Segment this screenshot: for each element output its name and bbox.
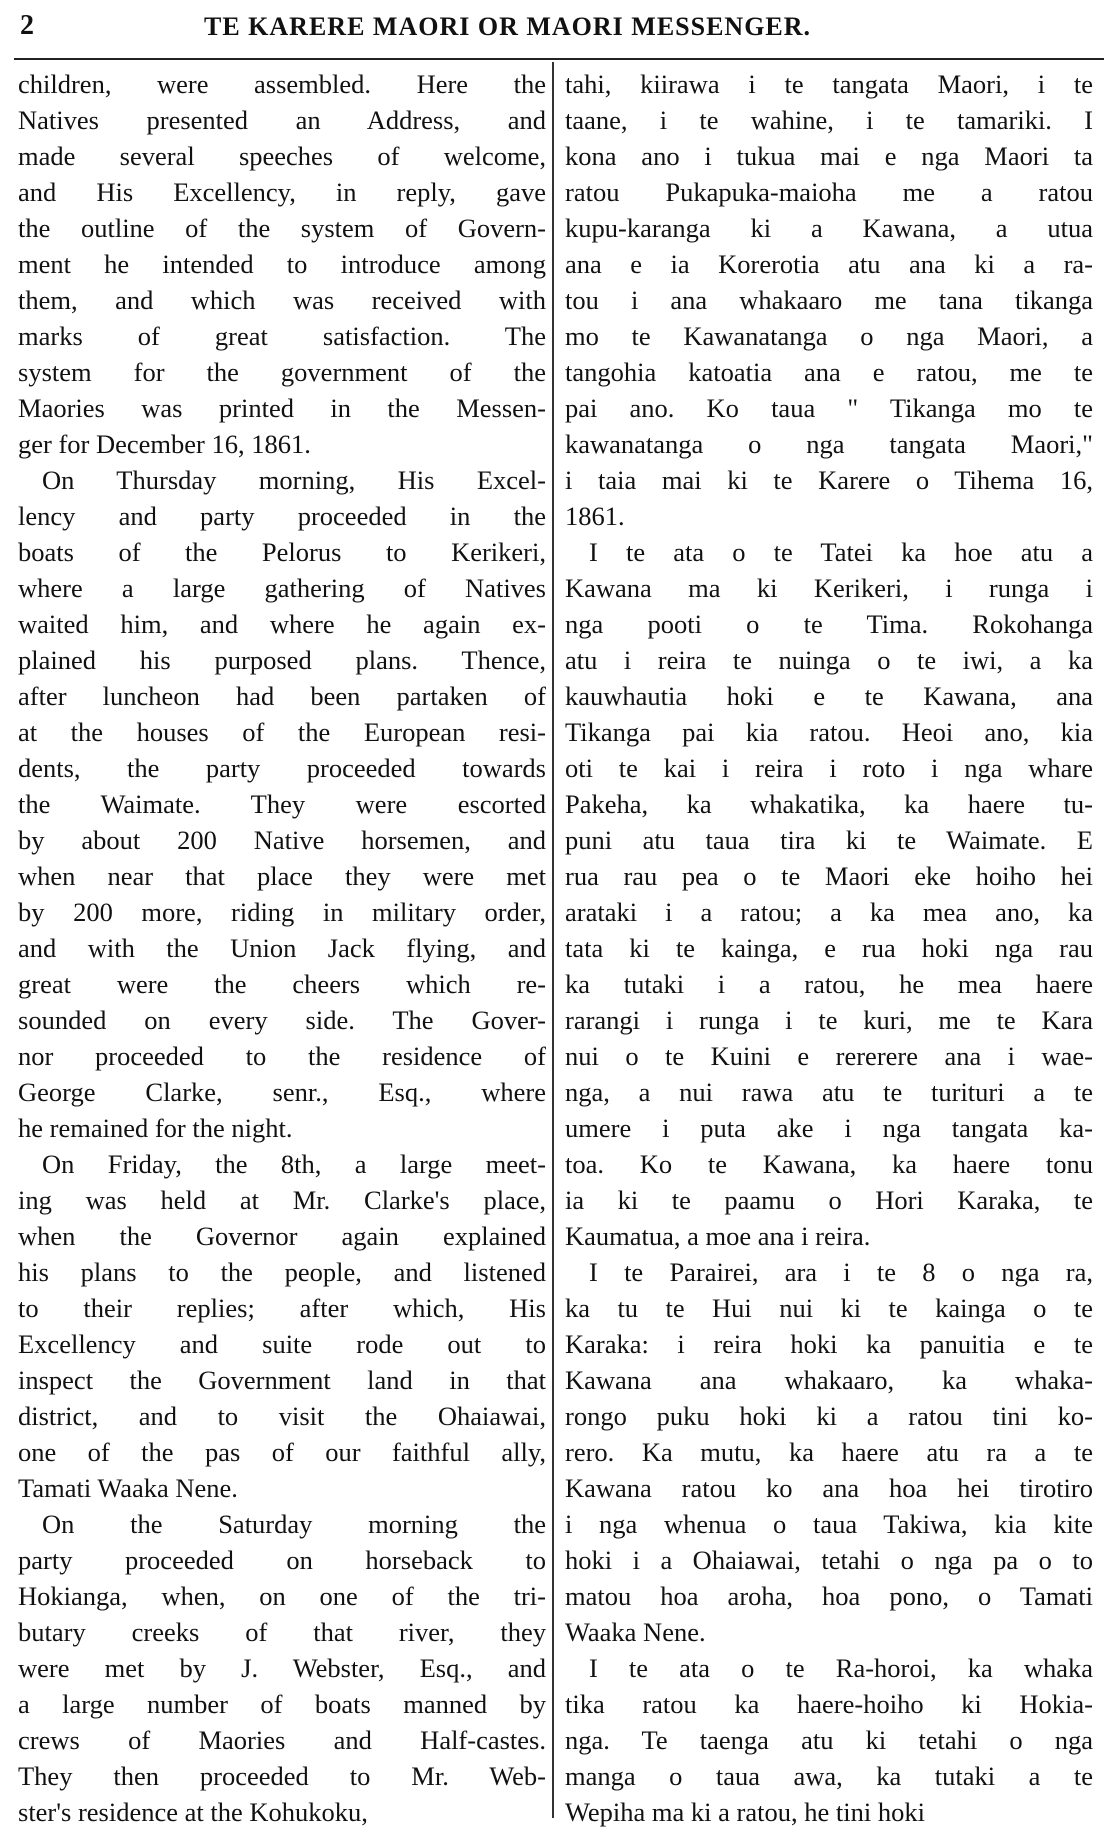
english-column-text-line: Excellency and suite rode out to: [18, 1329, 546, 1359]
maori-column-text-line: ratou Pukapuka-maioha me a ratou: [565, 177, 1093, 207]
maori-column-text-line: oti te kai i reira i roto i nga whare: [565, 753, 1093, 783]
maori-column-text-line: rero. Ka mutu, ka haere atu ra a te: [565, 1437, 1093, 1467]
english-column-text-line: On the Saturday morning the: [42, 1509, 546, 1539]
english-column-text-line: inspect the Government land in that: [18, 1365, 546, 1395]
maori-column-text-line: manga o taua awa, ka tutaki a te: [565, 1761, 1093, 1791]
english-column-text-line: ment he intended to introduce among: [18, 249, 546, 279]
english-column-text-line: party proceeded on horseback to: [18, 1545, 546, 1575]
english-column-text-line: ing was held at Mr. Clarke's place,: [18, 1185, 546, 1215]
maori-column-text-line: ka tu te Hui nui ki te kainga o te: [565, 1293, 1093, 1323]
english-column: [18, 66, 546, 1830]
english-column-text-line: to their replies; after which, His: [18, 1293, 546, 1323]
english-column-text-line: made several speeches of welcome,: [18, 141, 546, 171]
english-column-text-line: the outline of the system of Govern-: [18, 213, 546, 243]
maori-column-text-line: rua rau pea o te Maori eke hoiho hei: [565, 861, 1093, 891]
maori-column-text-line: umere i puta ake i nga tangata ka-: [565, 1113, 1093, 1143]
english-column-text-line: where a large gathering of Natives: [18, 573, 546, 603]
maori-column-text-line: i nga whenua o taua Takiwa, kia kite: [565, 1509, 1093, 1539]
maori-column-text-line: nga. Te taenga atu ki tetahi o nga: [565, 1725, 1093, 1755]
maori-column-text-line: i taia mai ki te Karere o Tihema 16,: [565, 465, 1093, 495]
english-column-text-line: when the Governor again explained: [18, 1221, 546, 1251]
maori-column-text-line: puni atu taua tira ki te Waimate. E: [565, 825, 1093, 855]
maori-column-text-line: rongo puku hoki ki a ratou tini ko-: [565, 1401, 1093, 1431]
maori-column-text-line: tangohia katoatia ana e ratou, me te: [565, 357, 1093, 387]
maori-column-text-line: atu i reira te nuinga o te iwi, a ka: [565, 645, 1093, 675]
english-column-text-line: and His Excellency, in reply, gave: [18, 177, 546, 207]
maori-column-text-line: Karaka: i reira hoki ka panuitia e te: [565, 1329, 1093, 1359]
english-column-text-line: lency and party proceeded in the: [18, 501, 546, 531]
english-column-text-line: Natives presented an Address, and: [18, 105, 546, 135]
maori-column-text-line: Kawana ma ki Kerikeri, i runga i: [565, 573, 1093, 603]
maori-column-text-line: Tikanga pai kia ratou. Heoi ano, kia: [565, 717, 1093, 747]
english-column-text-line: dents, the party proceeded towards: [18, 753, 546, 783]
maori-column-text-line: hoki i a Ohaiawai, tetahi o nga pa o to: [565, 1545, 1093, 1575]
english-column-text-line: he remained for the night.: [18, 1113, 293, 1143]
maori-column-text-line: pai ano. Ko taua " Tikanga mo te: [565, 393, 1093, 423]
maori-column-text-line: Wepiha ma ki a ratou, he tini hoki: [565, 1797, 925, 1827]
column-divider: [552, 62, 554, 1818]
maori-column-text-line: kupu-karanga ki a Kawana, a utua: [565, 213, 1093, 243]
english-column-text-line: nor proceeded to the residence of: [18, 1041, 546, 1071]
english-column-text-line: at the houses of the European resi-: [18, 717, 546, 747]
maori-column-text-line: ana e ia Korerotia atu ana ki a ra-: [565, 249, 1093, 279]
english-column-text-line: butary creeks of that river, they: [18, 1617, 546, 1647]
english-column-text-line: George Clarke, senr., Esq., where: [18, 1077, 546, 1107]
english-column-text-line: after luncheon had been partaken of: [18, 681, 546, 711]
maori-column-text-line: ka tutaki i a ratou, he mea haere: [565, 969, 1093, 999]
english-column-text-line: On Thursday morning, His Excel-: [42, 465, 546, 495]
english-column-text-line: crews of Maories and Half-castes.: [18, 1725, 546, 1755]
maori-column-text-line: tou i ana whakaaro me tana tikanga: [565, 285, 1093, 315]
maori-column-text-line: rarangi i runga i te kuri, me te Kara: [565, 1005, 1093, 1035]
maori-column-text-line: kawanatanga o nga tangata Maori,": [565, 429, 1093, 459]
english-column-text-line: ger for December 16, 1861.: [18, 429, 311, 459]
page-header: [14, 6, 1104, 52]
header-rule: [14, 58, 1104, 60]
maori-column-text-line: Waaka Nene.: [565, 1617, 706, 1647]
maori-column-text-line: Kawana ratou ko ana hoa hei tirotiro: [565, 1473, 1093, 1503]
maori-column-text-line: mo te Kawanatanga o nga Maori, a: [565, 321, 1093, 351]
english-column-text-line: Tamati Waaka Nene.: [18, 1473, 238, 1503]
english-column-text-line: by 200 more, riding in military order,: [18, 897, 546, 927]
english-column-text-line: system for the government of the: [18, 357, 546, 387]
maori-column-text-line: nui o te Kuini e rererere ana i wae-: [565, 1041, 1093, 1071]
maori-column-text-line: kauwhautia hoki e te Kawana, ana: [565, 681, 1093, 711]
maori-column-text-line: Pakeha, ka whakatika, ka haere tu-: [565, 789, 1093, 819]
english-column-text-line: and with the Union Jack flying, and: [18, 933, 546, 963]
english-column-text-line: Maories was printed in the Messen-: [18, 393, 546, 423]
maori-column-text-line: I te ata o te Tatei ka hoe atu a: [589, 537, 1093, 567]
maori-column-text-line: toa. Ko te Kawana, ka haere tonu: [565, 1149, 1093, 1179]
maori-column-text-line: nga, a nui rawa atu te turituri a te: [565, 1077, 1093, 1107]
english-column-text-line: were met by J. Webster, Esq., and: [18, 1653, 546, 1683]
maori-column-text-line: taane, i te wahine, i te tamariki. I: [565, 105, 1093, 135]
english-column-text-line: children, were assembled. Here the: [18, 69, 546, 99]
page-number: 2: [20, 10, 34, 41]
english-column-text-line: Hokianga, when, on one of the tri-: [18, 1581, 546, 1611]
maori-column: [565, 66, 1093, 1830]
english-column-text-line: a large number of boats manned by: [18, 1689, 546, 1719]
running-title: TE KARERE MAORI OR MAORI MESSENGER.: [204, 12, 812, 41]
english-column-text-line: sounded on every side. The Gover-: [18, 1005, 546, 1035]
english-column-text-line: by about 200 Native horsemen, and: [18, 825, 546, 855]
english-column-text-line: great were the cheers which re-: [18, 969, 546, 999]
english-column-text-line: them, and which was received with: [18, 285, 546, 315]
english-column-text-line: when near that place they were met: [18, 861, 546, 891]
maori-column-text-line: I te ata o te Ra-horoi, ka whaka: [589, 1653, 1093, 1683]
maori-column-text-line: Kaumatua, a moe ana i reira.: [565, 1221, 871, 1251]
maori-column-text-line: arataki i a ratou; a ka mea ano, ka: [565, 897, 1093, 927]
english-column-text-line: ster's residence at the Kohukoku,: [18, 1797, 368, 1827]
english-column-text-line: waited him, and where he again ex-: [18, 609, 546, 639]
maori-column-text-line: tahi, kiirawa i te tangata Maori, i te: [565, 69, 1093, 99]
maori-column-text-line: Kawana ana whakaaro, ka whaka-: [565, 1365, 1093, 1395]
english-column-text-line: They then proceeded to Mr. Web-: [18, 1761, 546, 1791]
english-column-text-line: boats of the Pelorus to Kerikeri,: [18, 537, 546, 567]
maori-column-text-line: ia ki te paamu o Hori Karaka, te: [565, 1185, 1093, 1215]
english-column-text-line: the Waimate. They were escorted: [18, 789, 546, 819]
english-column-text-line: marks of great satisfaction. The: [18, 321, 546, 351]
maori-column-text-line: tika ratou ka haere-hoiho ki Hokia-: [565, 1689, 1093, 1719]
maori-column-text-line: I te Parairei, ara i te 8 o nga ra,: [589, 1257, 1093, 1287]
maori-column-text-line: tata ki te kainga, e rua hoki nga rau: [565, 933, 1093, 963]
english-column-text-line: one of the pas of our faithful ally,: [18, 1437, 546, 1467]
english-column-text-line: district, and to visit the Ohaiawai,: [18, 1401, 546, 1431]
english-column-text-line: On Friday, the 8th, a large meet-: [42, 1149, 546, 1179]
maori-column-text-line: matou hoa aroha, hoa pono, o Tamati: [565, 1581, 1093, 1611]
maori-column-text-line: nga pooti o te Tima. Rokohanga: [565, 609, 1093, 639]
maori-column-text-line: 1861.: [565, 501, 625, 531]
maori-column-text-line: kona ano i tukua mai e nga Maori ta: [565, 141, 1093, 171]
english-column-text-line: plained his purposed plans. Thence,: [18, 645, 546, 675]
english-column-text-line: his plans to the people, and listened: [18, 1257, 546, 1287]
